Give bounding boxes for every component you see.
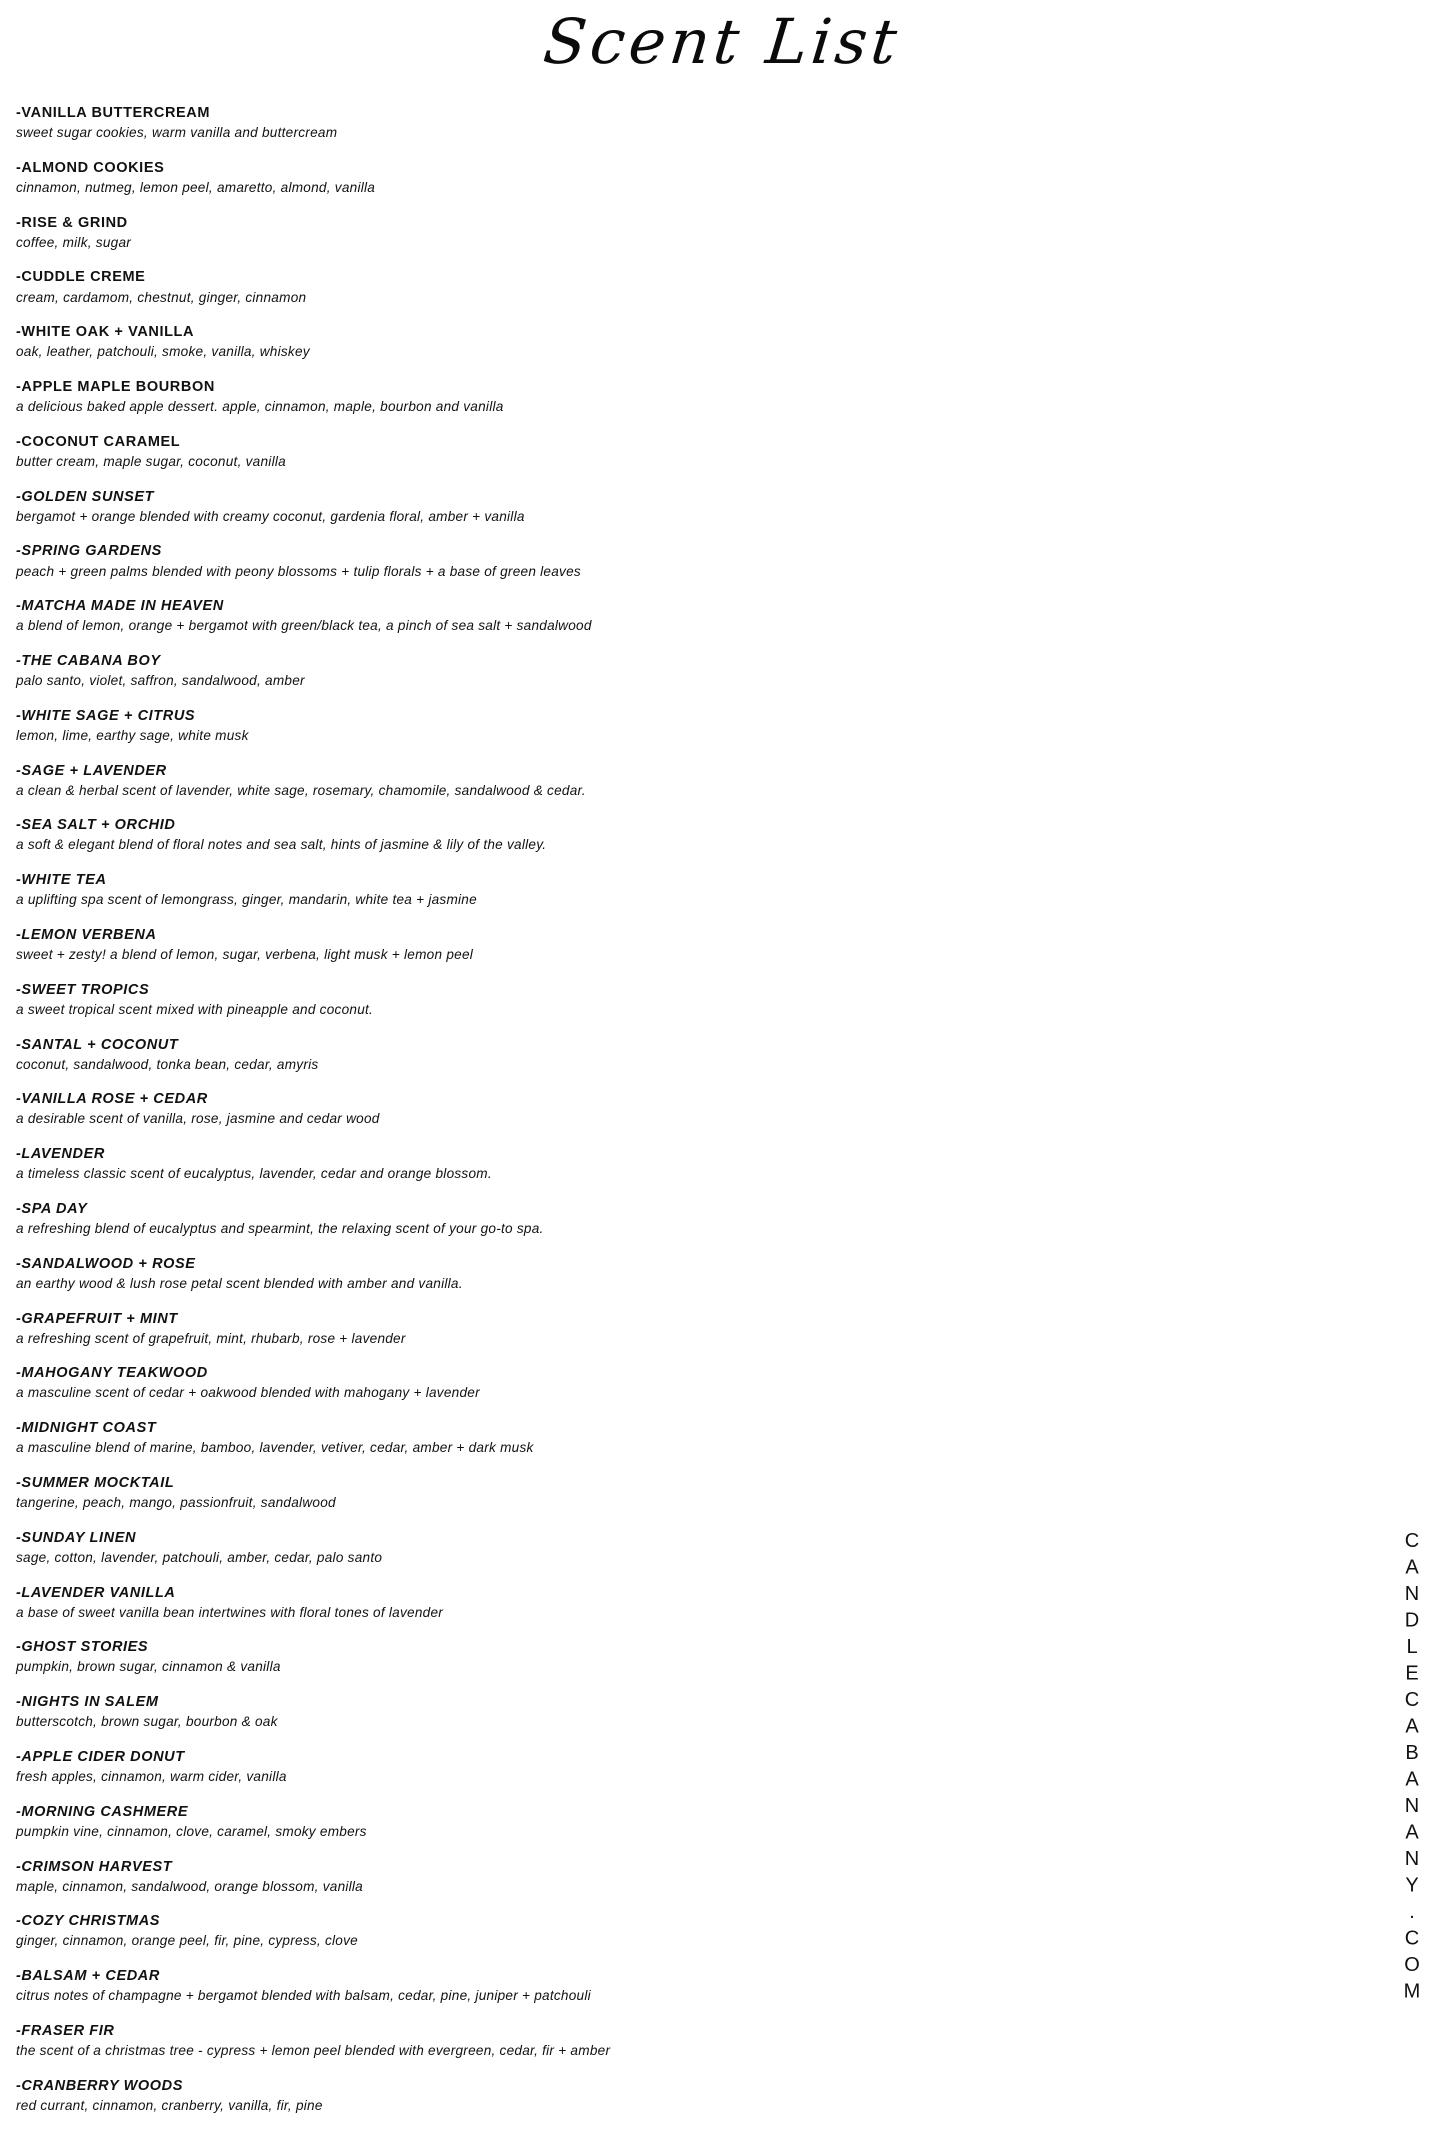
scent-name: -SANTAL + COCONUT [16,1036,179,1053]
scent-name: -SEA SALT + ORCHID [16,817,176,834]
scent-entry [16,433,1196,471]
scent-description: a sweet tropical scent mixed with pineapple and coconut. [16,1001,374,1017]
scent-name: -LAVENDER VANILLA [16,1584,176,1601]
scent-entry [16,1364,1196,1402]
scent-description: a masculine blend of marine, bamboo, lavender, vetiver, cedar, amber + dark musk [16,1440,534,1456]
scent-name: -ALMOND COOKIES [16,159,165,176]
scent-entry [16,1200,1196,1238]
scent-description: a clean & herbal scent of lavender, white sage, rosemary, chamomile, sandalwood & cedar. [16,782,586,798]
scent-entry [16,762,1196,800]
scent-description: ginger, cinnamon, orange peel, fir, pine, cypress, clove [16,1933,358,1949]
scent-entry [16,652,1196,690]
scent-description: bergamot + orange blended with creamy coconut, gardenia floral, amber + vanilla [16,508,525,524]
scent-name: -SWEET TROPICS [16,981,150,998]
scent-name: -SPA DAY [16,1200,88,1217]
scent-name: -APPLE CIDER DONUT [16,1748,185,1765]
scent-description: coffee, milk, sugar [16,234,132,250]
scent-description: the scent of a christmas tree - cypress + lemon peel blended with evergreen, cedar, fir + amber [16,2043,611,2059]
scent-entry [16,2022,1196,2060]
scent-name: -NIGHTS IN SALEM [16,1694,159,1711]
scent-entry [16,268,1196,306]
page-title-container [0,0,1445,96]
scent-entry [16,323,1196,361]
scent-description: oak, leather, patchouli, smoke, vanilla, whiskey [16,344,310,360]
scent-entry [16,1529,1196,1567]
scent-description: a blend of lemon, orange + bergamot with green/black tea, a pinch of sea salt + sandalwood [16,618,592,634]
scent-name: -LEMON VERBENA [16,926,157,943]
scent-description: a desirable scent of vanilla, rose, jasmine and cedar wood [16,1111,380,1127]
scent-description: palo santo, violet, saffron, sandalwood, amber [16,673,305,689]
scent-entry [16,707,1196,745]
scent-description: a soft & elegant blend of floral notes and sea salt, hints of jasmine & lily of the valley. [16,837,547,853]
scent-name: -MATCHA MADE IN HEAVEN [16,598,224,615]
scent-entry [16,1310,1196,1348]
scent-name: -VANILLA ROSE + CEDAR [16,1091,208,1108]
scent-description: maple, cinnamon, sandalwood, orange blossom, vanilla [16,1878,363,1894]
scent-description: a delicious baked apple dessert. apple, cinnamon, maple, bourbon and vanilla [16,399,504,415]
scent-description: sweet sugar cookies, warm vanilla and buttercream [16,125,338,141]
scent-entry [16,1090,1196,1128]
scent-name: -RISE & GRIND [16,214,128,231]
scent-description: red currant, cinnamon, cranberry, vanilla, fir, pine [16,2097,323,2113]
scent-name: -CUDDLE CREME [16,269,146,286]
scent-entry [16,871,1196,909]
scent-description: butterscotch, brown sugar, bourbon & oak [16,1714,278,1730]
scent-entry [16,542,1196,580]
scent-name: -WHITE OAK + VANILLA [16,324,195,341]
page-title: Scent List [540,5,905,78]
scent-entry [16,1419,1196,1457]
scent-description: a refreshing blend of eucalyptus and spearmint, the relaxing scent of your go-to spa. [16,1221,544,1237]
scent-description: a refreshing scent of grapefruit, mint, rhubarb, rose + lavender [16,1330,406,1346]
scent-description: coconut, sandalwood, tonka bean, cedar, amyris [16,1056,319,1072]
scent-entry [16,1967,1196,2005]
scent-entry [16,159,1196,197]
scent-entry [16,378,1196,416]
scent-description: a masculine scent of cedar + oakwood blended with mahogany + lavender [16,1385,480,1401]
brand-website-vertical: CANDLECABANANY.COM [1401,1530,1423,2007]
scent-description: peach + green palms blended with peony blossoms + tulip florals + a base of green leaves [16,563,581,579]
scent-entry [16,1145,1196,1183]
scent-name: -SPRING GARDENS [16,543,162,560]
scent-name: -THE CABANA BOY [16,652,161,669]
scent-entry [16,1912,1196,1950]
scent-name: -GRAPEFRUIT + MINT [16,1310,178,1327]
scent-name: -SAGE + LAVENDER [16,762,167,779]
scent-description: cream, cardamom, chestnut, ginger, cinnamon [16,289,307,305]
scent-description: sage, cotton, lavender, patchouli, amber, cedar, palo santo [16,1549,383,1565]
scent-name: -SANDALWOOD + ROSE [16,1255,196,1272]
scent-entry [16,597,1196,635]
scent-description: sweet + zesty! a blend of lemon, sugar, verbena, light musk + lemon peel [16,947,474,963]
scent-description: an earthy wood & lush rose petal scent blended with amber and vanilla. [16,1275,463,1291]
scent-description: butter cream, maple sugar, coconut, vanilla [16,453,286,469]
scent-name: -CRANBERRY WOODS [16,2077,183,2094]
scent-description: a base of sweet vanilla bean intertwines with floral tones of lavender [16,1604,444,1620]
scent-entry [16,2077,1196,2115]
scent-entry [16,816,1196,854]
scent-name: -WHITE TEA [16,872,107,889]
scent-entry [16,1803,1196,1841]
scent-description: tangerine, peach, mango, passionfruit, sandalwood [16,1495,336,1511]
scent-description: cinnamon, nutmeg, lemon peel, amaretto, almond, vanilla [16,179,376,195]
scent-entry [16,1858,1196,1896]
scent-entry [16,926,1196,964]
scent-entry [16,104,1196,142]
scent-description: lemon, lime, earthy sage, white musk [16,727,249,743]
scent-name: -CRIMSON HARVEST [16,1858,173,1875]
scent-entry [16,1748,1196,1786]
scent-name: -VANILLA BUTTERCREAM [16,105,211,121]
scent-name: -SUMMER MOCKTAIL [16,1474,175,1491]
scent-list [16,104,1196,2131]
scent-name: -SUNDAY LINEN [16,1529,137,1546]
scent-name: -COCONUT CARAMEL [16,433,181,450]
scent-name: -FRASER FIR [16,2022,115,2039]
scent-entry [16,981,1196,1019]
scent-description: pumpkin, brown sugar, cinnamon & vanilla [16,1659,281,1675]
scent-entry [16,1693,1196,1731]
scent-name: -GHOST STORIES [16,1639,149,1656]
scent-name: -LAVENDER [16,1146,105,1163]
scent-name: -APPLE MAPLE BOURBON [16,378,215,395]
scent-entry [16,1036,1196,1074]
scent-description: fresh apples, cinnamon, warm cider, vanilla [16,1769,287,1785]
scent-name: -MAHOGANY TEAKWOOD [16,1365,208,1382]
scent-description: a uplifting spa scent of lemongrass, ginger, mandarin, white tea + jasmine [16,892,477,908]
scent-description: citrus notes of champagne + bergamot blended with balsam, cedar, pine, juniper + patchouli [16,1988,591,2004]
scent-name: -COZY CHRISTMAS [16,1913,161,1930]
scent-name: -MIDNIGHT COAST [16,1420,157,1437]
scent-name: -BALSAM + CEDAR [16,1968,160,1985]
scent-description: a timeless classic scent of eucalyptus, lavender, cedar and orange blossom. [16,1166,492,1182]
scent-name: -GOLDEN SUNSET [16,488,155,505]
scent-entry [16,1584,1196,1622]
scent-entry [16,214,1196,252]
scent-description: pumpkin vine, cinnamon, clove, caramel, smoky embers [16,1823,367,1839]
scent-entry [16,1638,1196,1676]
scent-entry [16,488,1196,526]
scent-entry [16,1474,1196,1512]
scent-name: -MORNING CASHMERE [16,1803,189,1820]
scent-name: -WHITE SAGE + CITRUS [16,707,196,724]
scent-entry [16,1255,1196,1293]
